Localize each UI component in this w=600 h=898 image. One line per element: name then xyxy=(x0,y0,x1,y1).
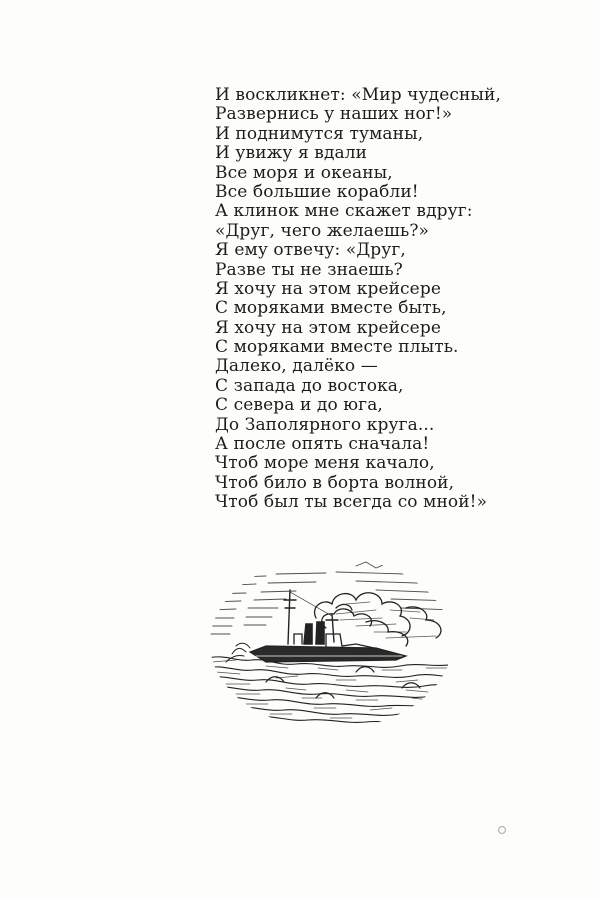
cruiser-at-sea-icon xyxy=(206,548,456,733)
poem-line: Все большие корабли! xyxy=(215,181,419,202)
poem-line: Далеко, далёко — xyxy=(215,356,378,377)
poem-line: А после опять сначала! xyxy=(215,434,430,455)
poem-line: Я ему отвечу: «Друг, xyxy=(215,240,406,261)
page-dot-icon xyxy=(496,824,508,836)
poem-line: С запада до востока, xyxy=(215,375,404,396)
poem-line: Я хочу на этом крейсере xyxy=(215,278,441,299)
poem-line: Чтоб било в борта волной, xyxy=(215,472,455,493)
poem-text xyxy=(215,86,515,513)
poem-line: С моряками вместе плыть. xyxy=(215,337,459,358)
poem-line: С севера и до юга, xyxy=(215,395,383,416)
poem-line: С моряками вместе быть, xyxy=(215,298,447,319)
poem-line: Все моря и океаны, xyxy=(215,162,393,183)
poem-line: До Заполярного круга... xyxy=(215,414,435,435)
poem-line: Чтоб море меня качало, xyxy=(215,453,435,474)
poem-line: А клинок мне скажет вдруг: xyxy=(215,201,473,222)
poem-line: Чтоб был ты всегда со мной!» xyxy=(215,492,488,513)
poem-line: И увижу я вдали xyxy=(215,143,368,164)
poem-line: И воскликнет: «Мир чудесный, xyxy=(215,85,501,105)
poem-line: Разве ты не знаешь? xyxy=(215,259,403,280)
poem-line: Развернись у наших ног!» xyxy=(215,104,453,125)
poem-line: И поднимутся туманы, xyxy=(215,123,424,144)
poem-line: «Друг, чего желаешь?» xyxy=(215,220,430,241)
poem-line: Я хочу на этом крейсере xyxy=(215,317,441,338)
